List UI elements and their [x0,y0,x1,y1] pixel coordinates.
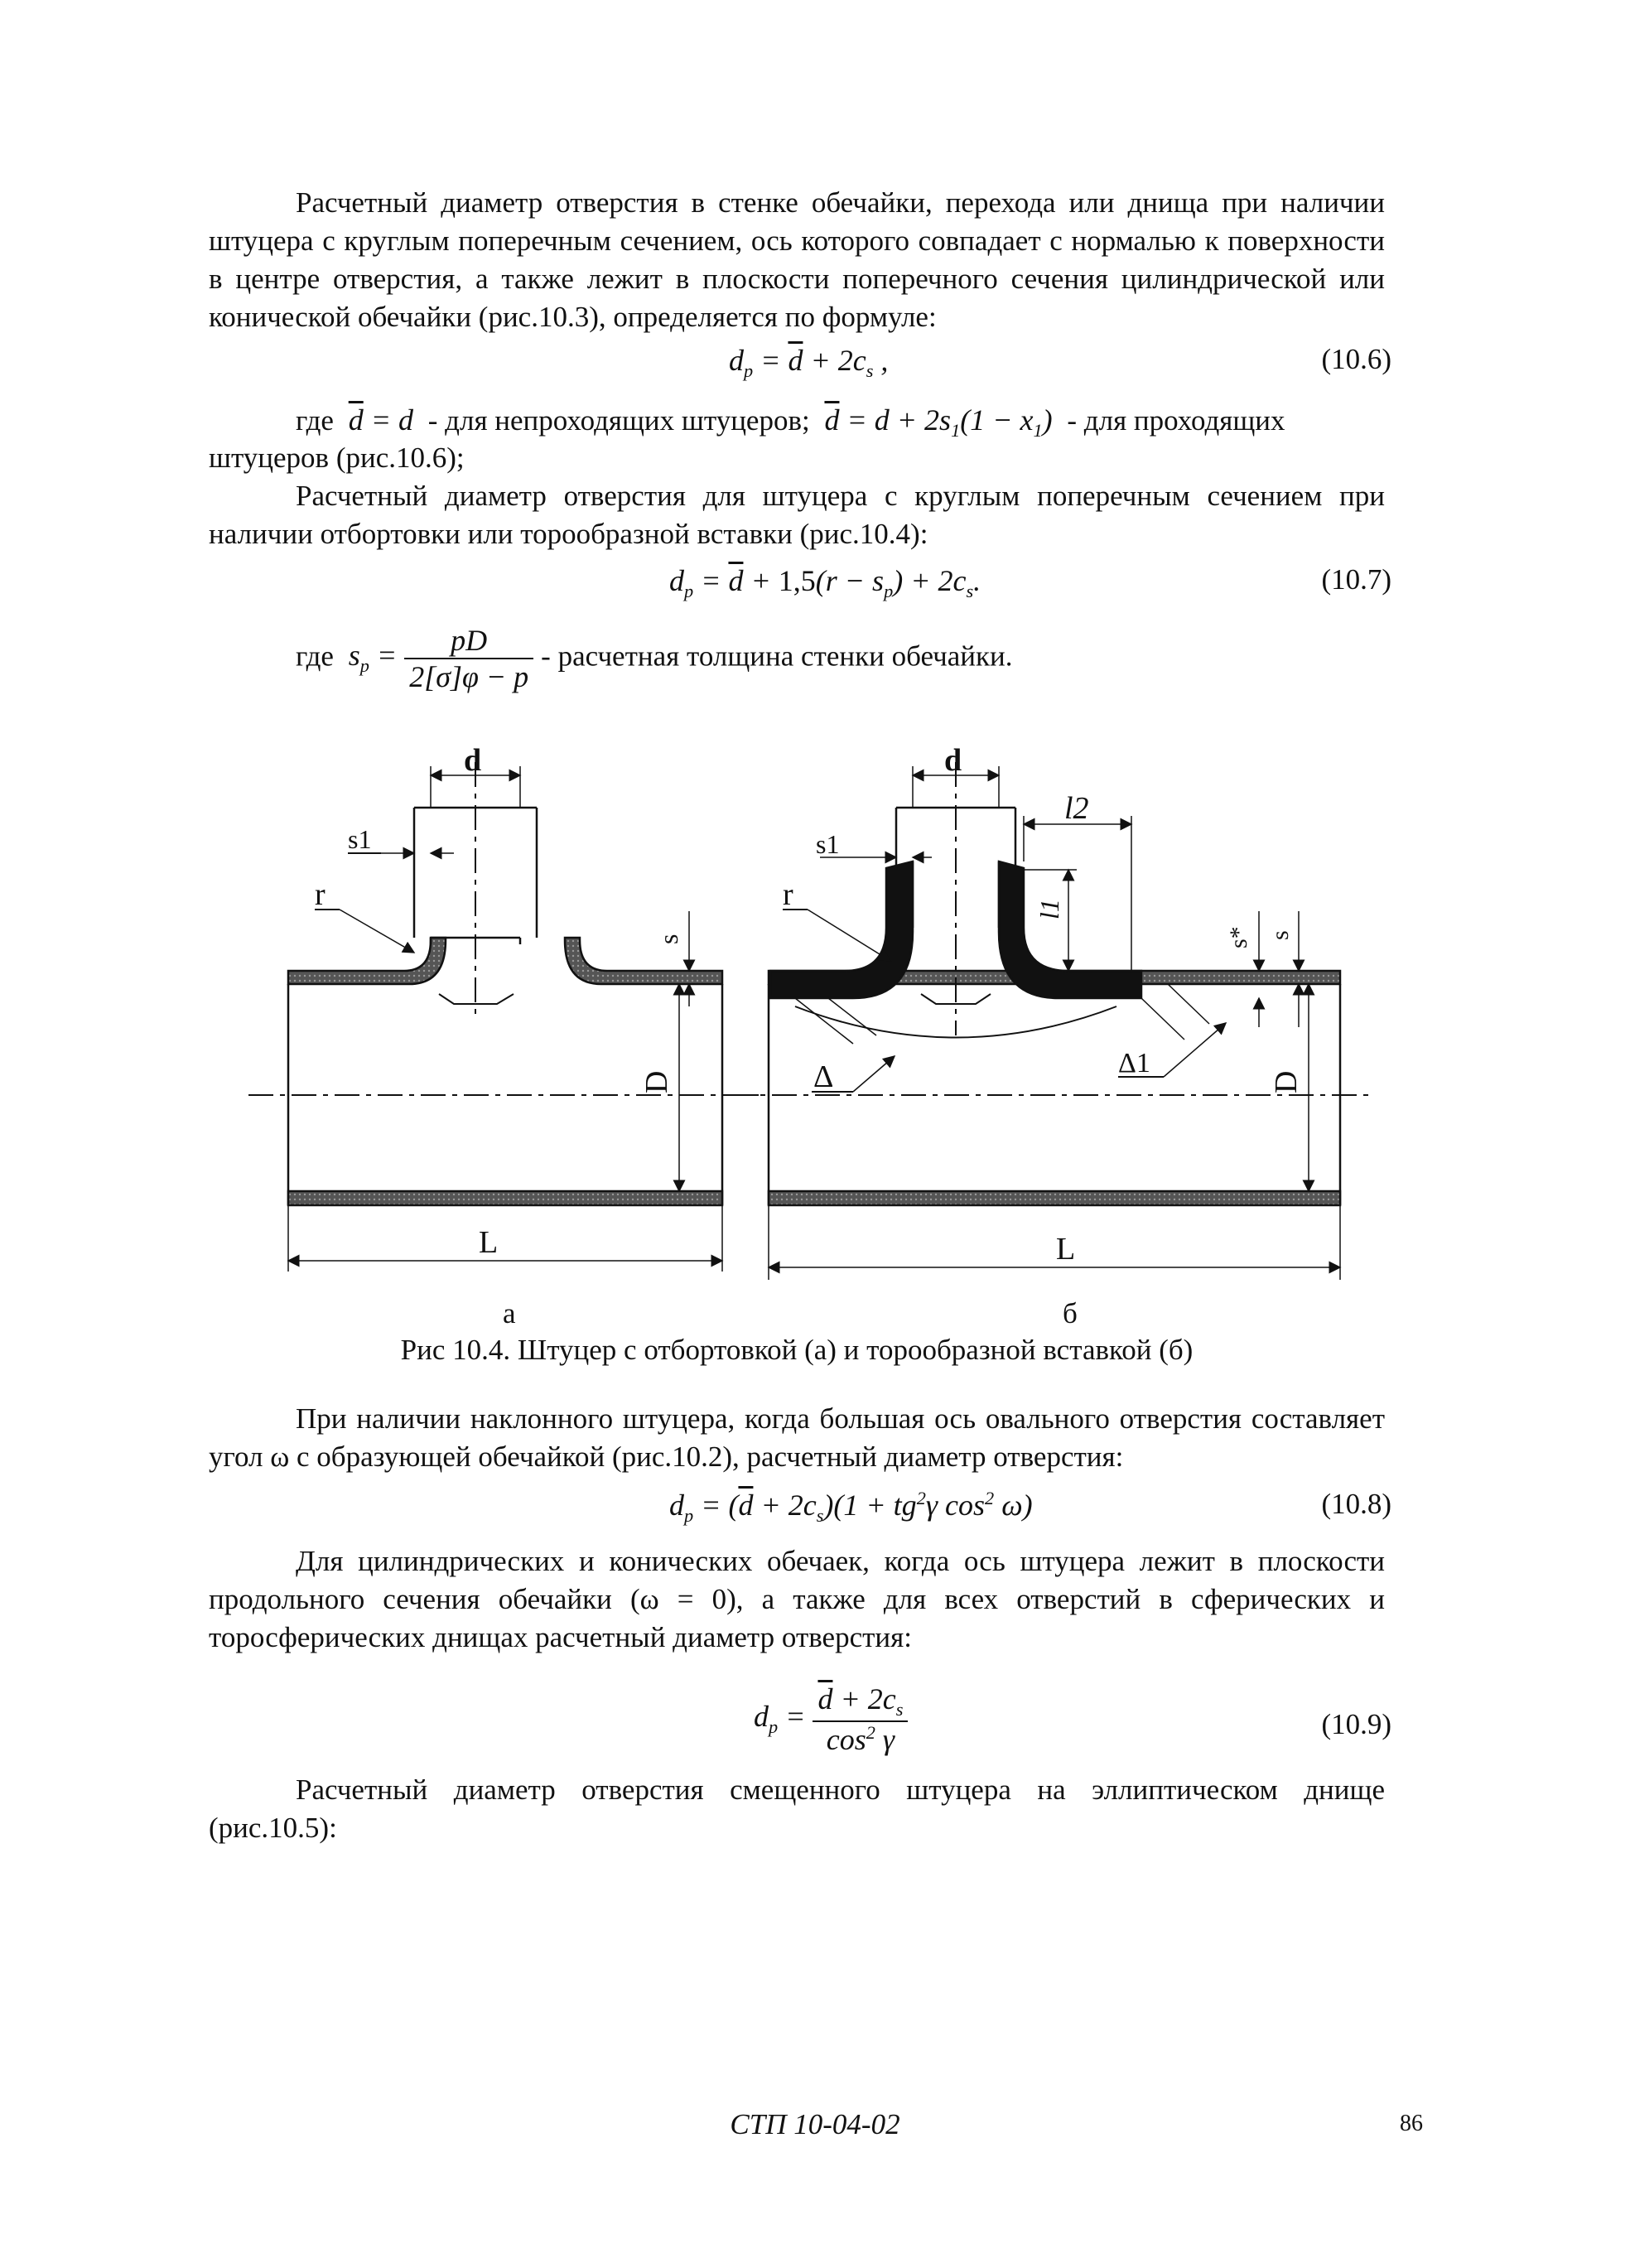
where-text-mid: - для непроходящих штуцеров; [427,404,810,437]
label-delta1-b: Δ1 [1118,1048,1150,1079]
sp-description: - расчетная толщина стенки обечайки. [541,639,1013,673]
figure-a [248,762,762,1272]
shell-top-wall-a [288,938,446,984]
paragraph-2-line-2: штуцеров (рис.10.6); [209,442,465,474]
paragraph-6: Для цилиндрических и конических обечаек, когда ось штуцера лежит в плоскости продольного сечения обечайки (ω = 0), а также для всех отверстий в сферических и торосферических днищах расчетный диаметр отверстия: [209,1545,1385,1653]
label-l1-b: l1 [1034,899,1064,919]
paragraph-3: Расчетный диаметр отверстия для штуцера с круглым поперечным сечением при наличии отбортовки или торообразной вставки (рис.10.4): [209,480,1385,550]
formula-10-6: $d_p = \overline{d} + 2c_s$ , [729,344,889,382]
label-l2-b: l2 [1064,791,1089,826]
label-L-a: L [479,1225,499,1260]
figure-label-a: а [503,1297,516,1329]
label-s-a: s [653,934,683,944]
figure-b-labels [783,743,1304,1267]
paragraph-2: где $\overline{d} = d$ - для непроходящих штуцеров; $\overline{d} = d + 2s_1(1 - x_1)$ - для проходящих [296,403,1285,442]
label-delta-b: Δ [813,1059,834,1094]
label-r-b: r [783,877,793,912]
figure-label-b: б [1063,1297,1078,1329]
label-s1-b: s1 [816,829,840,859]
where-word: где [296,404,334,437]
equation-number-10-9: (10.9) [1321,1708,1391,1740]
label-d-b: d [944,743,962,778]
equation-number-10-6: (10.6) [1321,343,1391,375]
label-s-b: s [1266,930,1294,940]
label-r-a: r [315,877,326,912]
equation-number-10-7: (10.7) [1321,563,1391,596]
page-number: 86 [1400,2111,1423,2136]
label-s-star-b: s* [1225,926,1252,948]
shell-bottom-wall-a [288,1191,722,1205]
label-D-a: D [639,1070,674,1093]
paragraph-5: При наличии наклонного штуцера, когда большая ось овального отверстия составляет угол ω с образующей обечайкой (рис.10.2), расчетный диаметр отверстия: [209,1402,1385,1473]
torus-insert-right [999,861,1141,998]
equation-number-10-8: (10.8) [1321,1488,1391,1520]
formula-10-7: $d_p = \overline{d} + 1,5(r - s_p) + 2c_s$. [669,564,981,602]
label-d-a: d [464,743,482,778]
where-word-2: где [296,639,334,673]
shell-top-wall-a-right [565,938,722,984]
footer-doc-code: СТП 10-04-02 [730,2108,900,2140]
paragraph-1: Расчетный диаметр отверстия в стенке обечайки, перехода или днища при наличии штуцера с круглым поперечным сечением, ось которого совпадает с нормалью к поверхности в центре отверстия, а также лежит в плоскости поперечного сечения цилиндрической или конической обечайки (рис.10.3), определяется по формуле: [209,186,1385,333]
figure-a-labels [315,743,683,1260]
formula-10-9: $d_p$ = $\frac{\overline{d} + 2c_s}{\cos^2 \gamma}$ [754,1682,908,1757]
where-text-end: - для проходящих [1067,404,1285,437]
label-s1-a: s1 [348,824,372,854]
paragraph-7: Расчетный диаметр отверстия смещенного штуцера на эллиптическом днище (рис.10.5): [209,1773,1385,1844]
label-D-b: D [1269,1070,1304,1093]
figure-caption: Рис 10.4. Штуцер с отбортовкой (а) и торообразной вставкой (б) [400,1334,1194,1366]
label-L-b: L [1056,1232,1076,1267]
shell-bottom-wall-b [769,1191,1340,1205]
formula-10-8: $d_p = (\overline{d} + 2c_s)(1 + tg^2\gamma$ $\cos^2 \omega$) [669,1488,1033,1527]
sp-definition: где $s_p$ = $\frac{pD}{2[\sigma]\varphi - p}$ - расчетная толщина стенки обечайки. [296,624,1013,693]
